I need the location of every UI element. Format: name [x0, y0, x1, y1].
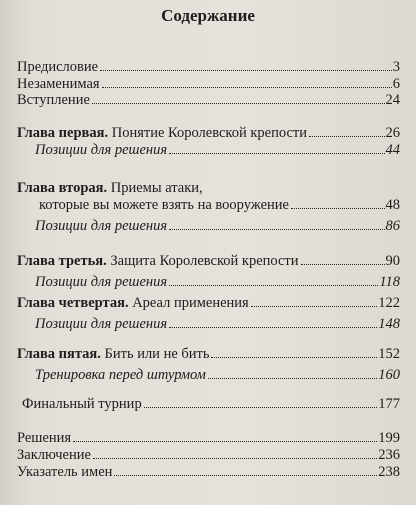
toc-positions-label: Позиции для решения — [35, 142, 168, 158]
toc-chapter-5 — [17, 346, 400, 384]
leader-dots — [291, 208, 385, 209]
toc-positions-label: Позиции для решения — [35, 218, 168, 234]
leader-dots — [211, 357, 377, 358]
toc-entry-index — [17, 464, 400, 481]
leader-dots — [73, 441, 377, 442]
leader-dots — [251, 306, 378, 307]
toc-page-number: 24 — [385, 92, 400, 108]
toc-page-number: 26 — [385, 125, 400, 141]
toc-chapter-2 — [17, 180, 400, 235]
chapter-title: Понятие Королевской крепости — [111, 125, 307, 141]
toc-label: Вступление — [17, 92, 90, 108]
toc-entry-conclusion — [17, 447, 400, 464]
leader-dots — [114, 475, 377, 476]
toc-label: Решения — [17, 430, 72, 446]
toc-page-number: 6 — [392, 76, 400, 92]
chapter-title: Защита Королевской крепости — [110, 253, 299, 269]
toc-training-label: Тренировка перед штурмом — [35, 367, 206, 383]
leader-dots — [169, 327, 377, 328]
chapter-heading: Глава первая. — [17, 125, 109, 141]
toc-chapter-3 — [17, 253, 400, 291]
toc-entry-final — [17, 396, 400, 413]
chapter-heading: Глава вторая. — [17, 180, 108, 196]
toc-label: Незаменимая — [17, 76, 100, 92]
toc-page-number: 122 — [378, 295, 400, 311]
toc-positions-label: Позиции для решения — [35, 316, 168, 332]
toc-page-number: 90 — [385, 253, 400, 269]
leader-dots — [100, 70, 392, 71]
toc-page-number: 199 — [378, 430, 400, 446]
chapter-heading: Глава четвертая. — [17, 295, 129, 311]
leader-dots — [92, 103, 385, 104]
toc-page-number: 48 — [385, 197, 400, 213]
toc-page-number: 118 — [379, 274, 400, 290]
chapter-title: Бить или не бить — [104, 346, 210, 362]
toc-positions-label: Позиции для решения — [35, 274, 168, 290]
chapter-heading: Глава третья. — [17, 253, 107, 269]
leader-dots — [93, 458, 377, 459]
toc-page-number: 177 — [378, 396, 400, 412]
chapter-heading: Глава пятая. — [17, 346, 101, 362]
leader-dots — [208, 378, 377, 379]
toc-entry-preface — [17, 59, 400, 76]
page-title: Содержание — [161, 6, 255, 25]
leader-dots — [169, 229, 384, 230]
leader-dots — [102, 87, 392, 88]
toc-page-number: 160 — [378, 367, 400, 383]
leader-dots — [309, 136, 385, 137]
toc-page-number: 44 — [385, 142, 400, 158]
toc-page-number: 238 — [378, 464, 400, 480]
chapter-title-continued: которые вы можете взять на вооружение — [39, 197, 289, 213]
toc-label: Указатель имен — [17, 464, 113, 480]
toc-entry-irreplaceable — [17, 76, 400, 93]
leader-dots — [144, 407, 378, 408]
leader-dots — [169, 285, 378, 286]
leader-dots — [301, 264, 385, 265]
leader-dots — [169, 153, 384, 154]
toc-chapter-4 — [17, 295, 400, 333]
toc-entry-intro — [17, 92, 400, 109]
toc-label: Предисловие — [17, 59, 99, 75]
chapter-title: Ареал применения — [132, 295, 249, 311]
toc-page-number: 152 — [378, 346, 400, 362]
toc-label: Финальный турнир — [22, 396, 142, 412]
toc-chapter-1 — [17, 125, 400, 159]
toc-page-number: 148 — [378, 316, 400, 332]
toc-entry-solutions — [17, 430, 400, 447]
toc-page-number: 236 — [378, 447, 400, 463]
chapter-title: Приемы атаки, — [110, 180, 203, 196]
toc-page-number: 3 — [392, 59, 400, 75]
toc-label: Заключение — [17, 447, 91, 463]
toc-page-number: 86 — [385, 218, 400, 234]
